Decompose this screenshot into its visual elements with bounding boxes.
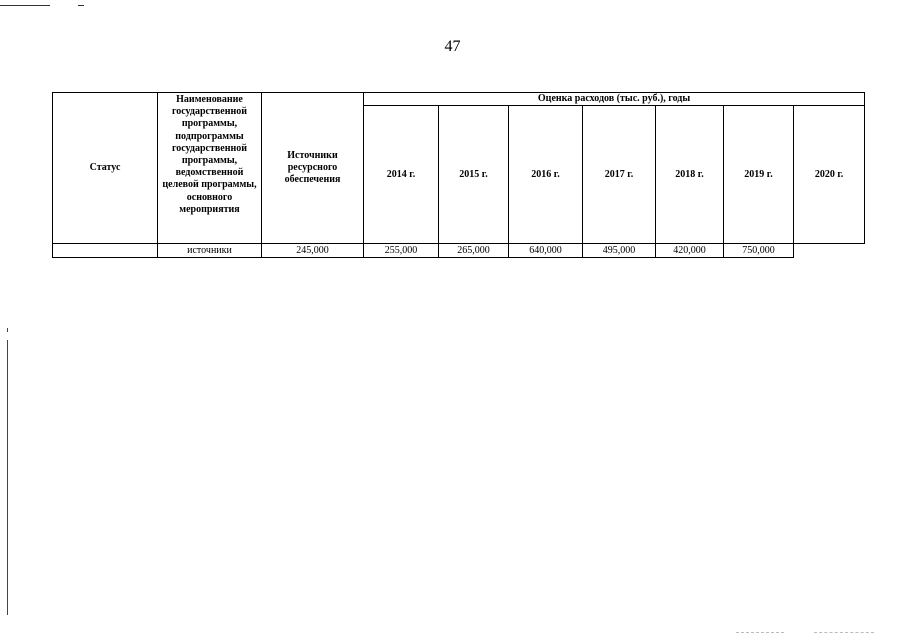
cell-value-2014: 245,000 [262, 244, 364, 258]
header-year-2015: 2015 г. [439, 106, 509, 244]
header-program-name: Наименование государственной программы, подпрограммы государственной программы, ведомственной целевой программы, основного мероприятия [158, 93, 262, 244]
bottom-scan-mark [736, 632, 784, 633]
top-rule-mark [78, 5, 84, 6]
header-year-2018: 2018 г. [656, 106, 724, 244]
header-year-2017: 2017 г. [583, 106, 656, 244]
cell-value-2015: 255,000 [364, 244, 439, 258]
expense-table [52, 92, 865, 258]
bottom-scan-mark [814, 632, 874, 633]
cell-source: источники [158, 244, 262, 258]
header-year-2014: 2014 г. [364, 106, 439, 244]
cell-status [53, 244, 158, 258]
header-year-2016: 2016 г. [509, 106, 583, 244]
cell-value-2017: 640,000 [509, 244, 583, 258]
cell-value-2019: 420,000 [656, 244, 724, 258]
left-margin-line [7, 340, 8, 615]
left-margin-mark [7, 328, 8, 332]
cell-value-2020: 750,000 [724, 244, 794, 258]
table-row [53, 244, 865, 258]
cell-value-2016: 265,000 [439, 244, 509, 258]
header-expenses-group: Оценка расходов (тыс. руб.), годы [364, 93, 865, 106]
header-year-2019: 2019 г. [724, 106, 794, 244]
header-row-group [53, 93, 865, 106]
top-rule [0, 5, 50, 6]
page-number: 47 [444, 38, 461, 55]
header-sources: Источники ресурсного обеспечения [262, 93, 364, 244]
cell-value-2018: 495,000 [583, 244, 656, 258]
header-year-2020: 2020 г. [794, 106, 865, 244]
header-status: Статус [53, 93, 158, 244]
